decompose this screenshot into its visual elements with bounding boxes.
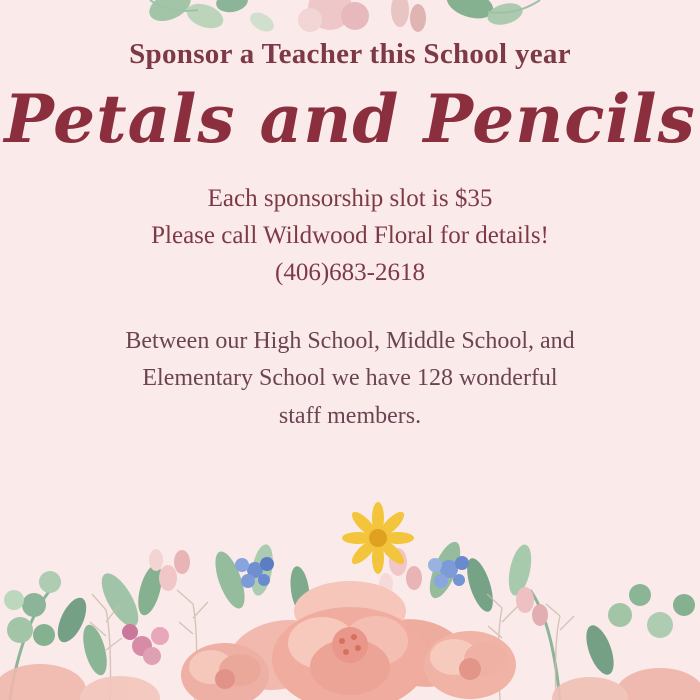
headline: Sponsor a Teacher this School year xyxy=(129,38,571,70)
page-title: Petals and Pencils xyxy=(4,80,696,158)
staff-note-line-2: Elementary School we have 128 wonderful xyxy=(142,365,558,392)
floral-border-bottom-icon xyxy=(0,450,700,700)
detail-line-phone: (406)683-2618 xyxy=(275,259,425,287)
staff-note-line-1: Between our High School, Middle School, and xyxy=(125,328,575,355)
detail-line-price: Each sponsorship slot is $35 xyxy=(207,185,493,213)
staff-note xyxy=(0,291,700,435)
sponsorship-details xyxy=(0,154,700,291)
staff-note-line-3: staff members. xyxy=(278,402,422,429)
detail-line-call: Please call Wildwood Floral for details! xyxy=(151,222,549,250)
